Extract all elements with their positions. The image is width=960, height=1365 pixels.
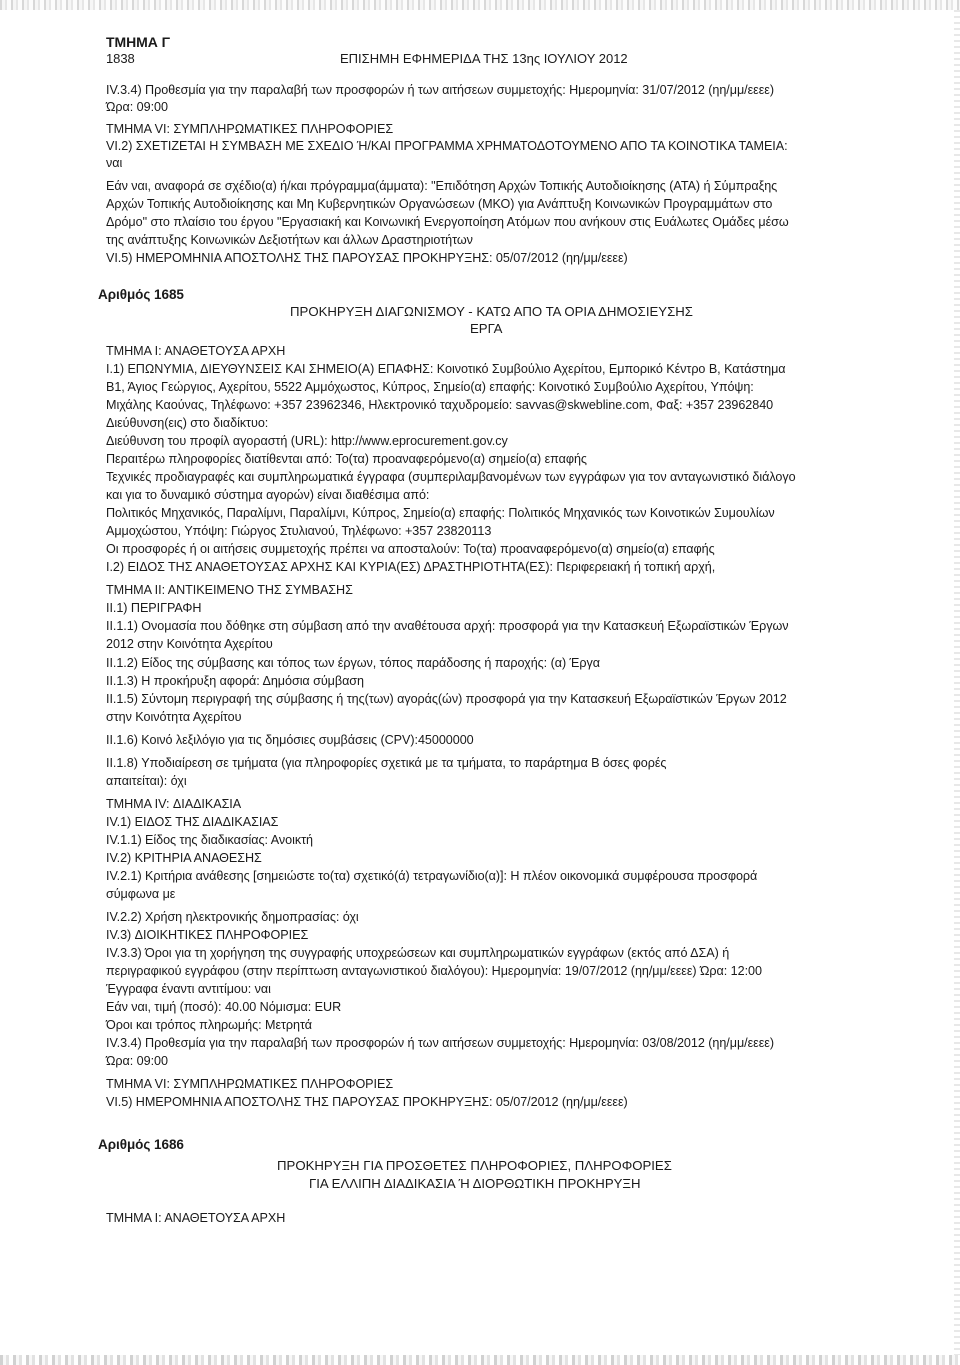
text-line: II.1.8) Υποδιαίρεση σε τμήματα (για πληροφορίες σχετικά με τα τμήματα, το παράρτημα Β όσες φορές [106, 756, 667, 770]
notice-number: Αριθμός 1685 [98, 287, 184, 302]
notice-title-line1: ΠΡΟΚΗΡΥΞΗ ΔΙΑΓΩΝΙΣΜΟΥ - ΚΑΤΩ ΑΠΟ ΤΑ ΟΡΙΑ ΔΗΜΟΣΙΕΥΣΗΣ [290, 304, 693, 319]
text-line: IV.2.1) Κριτήρια ανάθεσης [σημειώστε το(τα) σχετικό(ά) τετραγωνίδιο(α)]: Η πλέον οικονομικά συμφέρουσα προσφορά [106, 869, 758, 883]
text-line: Πολιτικός Μηχανικός, Παραλίμνι, Παραλίμνι, Κύπρος, Σημείο(α) επαφής: Πολιτικός Μηχανικός των Κοινοτικών Συμουλίων [106, 506, 775, 520]
text-line: IV.1.1) Είδος της διαδικασίας: Ανοικτή [106, 833, 313, 847]
text-line: IV.2) ΚΡΙΤΗΡΙΑ ΑΝΑΘΕΣΗΣ [106, 851, 262, 865]
text-line: Όροι και τρόπος πληρωμής: Μετρητά [106, 1018, 312, 1032]
text-line: II.1.3) Η προκήρυξη αφορά: Δημόσια σύμβαση [106, 674, 364, 688]
text-line: VI.2) ΣΧΕΤΙΖΕΤΑΙ Η ΣΥΜΒΑΣΗ ΜΕ ΣΧΕΔΙΟ Ή/ΚΑΙ ΠΡΟΓΡΑΜΜΑ ΧΡΗΜΑΤΟΔΟΤΟΥΜΕΝΟ ΑΠΟ ΤΑ ΚΟΙΝΟΤΙΚΑ ΤΑΜΕΙΑ: [106, 139, 788, 153]
text-line: σύμφωνα με [106, 887, 176, 901]
scan-right-edge [954, 10, 960, 1355]
text-line: I.2) ΕΙΔΟΣ ΤΗΣ ΑΝΑΘΕΤΟΥΣΑΣ ΑΡΧΗΣ ΚΑΙ ΚΥΡΙΑ(ΕΣ) ΔΡΑΣΤΗΡΙΟΤΗΤΑ(ΕΣ): Περιφερειακή ή τοπική αρχή, [106, 560, 716, 574]
text-line: Διεύθυνση(εις) στο διαδίκτυο: [106, 416, 269, 430]
text-line: IV.3.4) Προθεσμία για την παραλαβή των προσφορών ή των αιτήσεων συμμετοχής: Ημερομηνία: 03/08/2012 (ηη/μμ/εεεε) [106, 1036, 775, 1050]
text-line: ΤΜΗΜΑ VI: ΣΥΜΠΛΗΡΩΜΑΤΙΚΕΣ ΠΛΗΡΟΦΟΡΙΕΣ [106, 122, 394, 136]
publication-title: ΕΠΙΣΗΜΗ ΕΦΗΜΕΡΙΔΑ ΤΗΣ 13ης ΙΟΥΛΙΟΥ 2012 [340, 51, 628, 66]
text-line: II.1) ΠΕΡΙΓΡΑΦΗ [106, 601, 202, 615]
notice-title-line2: ΕΡΓΑ [470, 321, 503, 336]
text-line: II.1.6) Κοινό λεξιλόγιο για τις δημόσιες συμβάσεις (CPV):45000000 [106, 733, 474, 747]
text-line: Δρόμο" στο πλαίσιο του έργου "Εργασιακή και Κοινωνική Ενεργοποίηση Ατόμων που ανήκουν στις Ευάλωτες Ομάδες μέσω [106, 215, 789, 229]
text-line: απαιτείται): όχι [106, 774, 187, 788]
text-line: VI.5) ΗΜΕΡΟΜΗΝΙΑ ΑΠΟΣΤΟΛΗΣ ΤΗΣ ΠΑΡΟΥΣΑΣ ΠΡΟΚΗΡΥΞΗΣ: 05/07/2012 (ηη/μμ/εεεε) [106, 1095, 628, 1109]
text-line: Οι προσφορές ή οι αιτήσεις συμμετοχής πρέπει να αποσταλούν: Το(τα) προαναφερόμενο(α) σημείο(α) επαφής [106, 542, 715, 556]
text-line: ναι [106, 156, 123, 170]
text-line: II.1.5) Σύντομη περιγραφή της σύμβασης ή της(των) αγοράς(ών) προσφορά για την Κατασκευή Εξωραϊστικών Έργων 2012 [106, 692, 787, 706]
notice-title-line2: ΓΙΑ ΕΛΛΙΠΗ ΔΙΑΔΙΚΑΣΙΑ Ή ΔΙΟΡΘΩΤΙΚΗ ΠΡΟΚΗΡΥΞΗ [309, 1176, 641, 1191]
text-line: 2012 στην Κοινότητα Αχερίτου [106, 637, 273, 651]
notice-title-line1: ΠΡΟΚΗΡΥΞΗ ΓΙΑ ΠΡΟΣΘΕΤΕΣ ΠΛΗΡΟΦΟΡΙΕΣ, ΠΛΗΡΟΦΟΡΙΕΣ [277, 1158, 672, 1173]
scan-top-edge [0, 0, 960, 10]
text-line: Εάν ναι, τιμή (ποσό): 40.00 Νόμισμα: EUR [106, 1000, 342, 1014]
text-line: VI.5) ΗΜΕΡΟΜΗΝΙΑ ΑΠΟΣΤΟΛΗΣ ΤΗΣ ΠΑΡΟΥΣΑΣ ΠΡΟΚΗΡΥΞΗΣ: 05/07/2012 (ηη/μμ/εεεε) [106, 251, 628, 265]
text-line: και για το δυναμικό σύστημα αγορών) είναι διαθέσιμα από: [106, 488, 430, 502]
page-number: 1838 [106, 51, 135, 66]
text-line: ΤΜΗΜΑ ΙΙ: ΑΝΤΙΚΕΙΜΕΝΟ ΤΗΣ ΣΥΜΒΑΣΗΣ [106, 583, 353, 597]
text-line: ΤΜΗΜΑ Ι: ΑΝΑΘΕΤΟΥΣΑ ΑΡΧΗ [106, 1211, 286, 1225]
text-line: Περαιτέρω πληροφορίες διατίθενται από: Το(τα) προαναφερόμενο(α) σημείο(α) επαφής [106, 452, 587, 466]
text-line: Ώρα: 09:00 [106, 100, 168, 114]
text-line: Εάν ναι, αναφορά σε σχέδιο(α) ή/και πρόγραμμα(άμματα): "Επιδότηση Αρχών Τοπικής Αυτοδιοίκησης (ΑΤΑ) ή Σύμπραξης [106, 179, 778, 193]
text-line: Β1, Άγιος Γεώργιος, Αχερίτου, 5522 Αμμόχωστος, Κύπρος, Σημείο(α) επαφής: Κοινοτικό Συμβούλιο Αχερίτου, Υπόψη: [106, 380, 754, 394]
text-line: Έγγραφα έναντι αντιτίμου: ναι [106, 982, 271, 996]
text-line: Μιχάλης Καούνας, Τηλέφωνο: +357 23962346, Ηλεκτρονικό ταχυδρομείο: savvas@skwebline.com, Φαξ: +357 23962840 [106, 398, 774, 412]
text-line: IV.3) ΔΙΟΙΚΗΤΙΚΕΣ ΠΛΗΡΟΦΟΡΙΕΣ [106, 928, 309, 942]
text-line: Τεχνικές προδιαγραφές και συμπληρωματικά έγγραφα (συμπεριλαμβανομένων των εγγράφων για τον ανταγωνιστικό διάλογο [106, 470, 796, 484]
text-line: IV.3.3) Όροι για τη χορήγηση της συγγραφής υποχρεώσεων και συμπληρωματικών εγγράφων (εκτός από ΔΣΑ) ή [106, 946, 730, 960]
text-line: IV.2.2) Χρήση ηλεκτρονικής δημοπρασίας: όχι [106, 910, 359, 924]
text-line: περιγραφικού εγγράφου (στην περίπτωση ανταγωνιστικού διαλόγου): Ημερομηνία: 19/07/2012 (ηη/μμ/εεεε) Ώρα: 12:00 [106, 964, 762, 978]
text-line: στην Κοινότητα Αχερίτου [106, 710, 242, 724]
text-line: Διεύθυνση του προφίλ αγοραστή (URL): http://www.eprocurement.gov.cy [106, 434, 508, 448]
text-line: IV.3.4) Προθεσμία για την παραλαβή των προσφορών ή των αιτήσεων συμμετοχής: Ημερομηνία: 31/07/2012 (ηη/μμ/εεεε) [106, 83, 775, 97]
text-line: II.1.1) Ονομασία που δόθηκε στη σύμβαση από την αναθέτουσα αρχή: προσφορά για την Κατασκευή Εξωραϊστικών Έργων [106, 619, 789, 633]
text-line: I.1) ΕΠΩΝΥΜΙΑ, ΔΙΕΥΘΥΝΣΕΙΣ ΚΑΙ ΣΗΜΕΙΟ(Α) ΕΠΑΦΗΣ: Κοινοτικό Συμβούλιο Αχερίτου, Εμπορικό Κέντρο Β, Κατάστημα [106, 362, 786, 376]
notice-number: Αριθμός 1686 [98, 1137, 184, 1152]
text-line: Αρχών Τοπικής Αυτοδιοίκησης και Μη Κυβερνητικών Οργανώσεων (ΜΚΟ) για Ανάπτυξη Κοινωνικών Προγραμμάτων στο [106, 197, 773, 211]
text-line: ΤΜΗΜΑ VI: ΣΥΜΠΛΗΡΩΜΑΤΙΚΕΣ ΠΛΗΡΟΦΟΡΙΕΣ [106, 1077, 394, 1091]
text-line: ΤΜΗΜΑ IV: ΔΙΑΔΙΚΑΣΙΑ [106, 797, 242, 811]
text-line: Αμμοχώστου, Υπόψη: Γιώργος Στυλιανού, Τηλέφωνο: +357 23820113 [106, 524, 492, 538]
text-line: Ώρα: 09:00 [106, 1054, 168, 1068]
text-line: ΤΜΗΜΑ Ι: ΑΝΑΘΕΤΟΥΣΑ ΑΡΧΗ [106, 344, 286, 358]
text-line: της ανάπτυξης Κοινωνικών Δεξιοτήτων και άλλων Δραστηριοτήτων [106, 233, 473, 247]
text-line: IV.1) ΕΙΔΟΣ ΤΗΣ ΔΙΑΔΙΚΑΣΙΑΣ [106, 815, 279, 829]
scan-bottom-edge [0, 1355, 960, 1365]
text-line: II.1.2) Είδος της σύμβασης και τόπος των έργων, τόπος παράδοσης ή παροχής: (α) Έργα [106, 656, 600, 670]
section-label: ΤΜΗΜΑ Γ [106, 34, 171, 50]
